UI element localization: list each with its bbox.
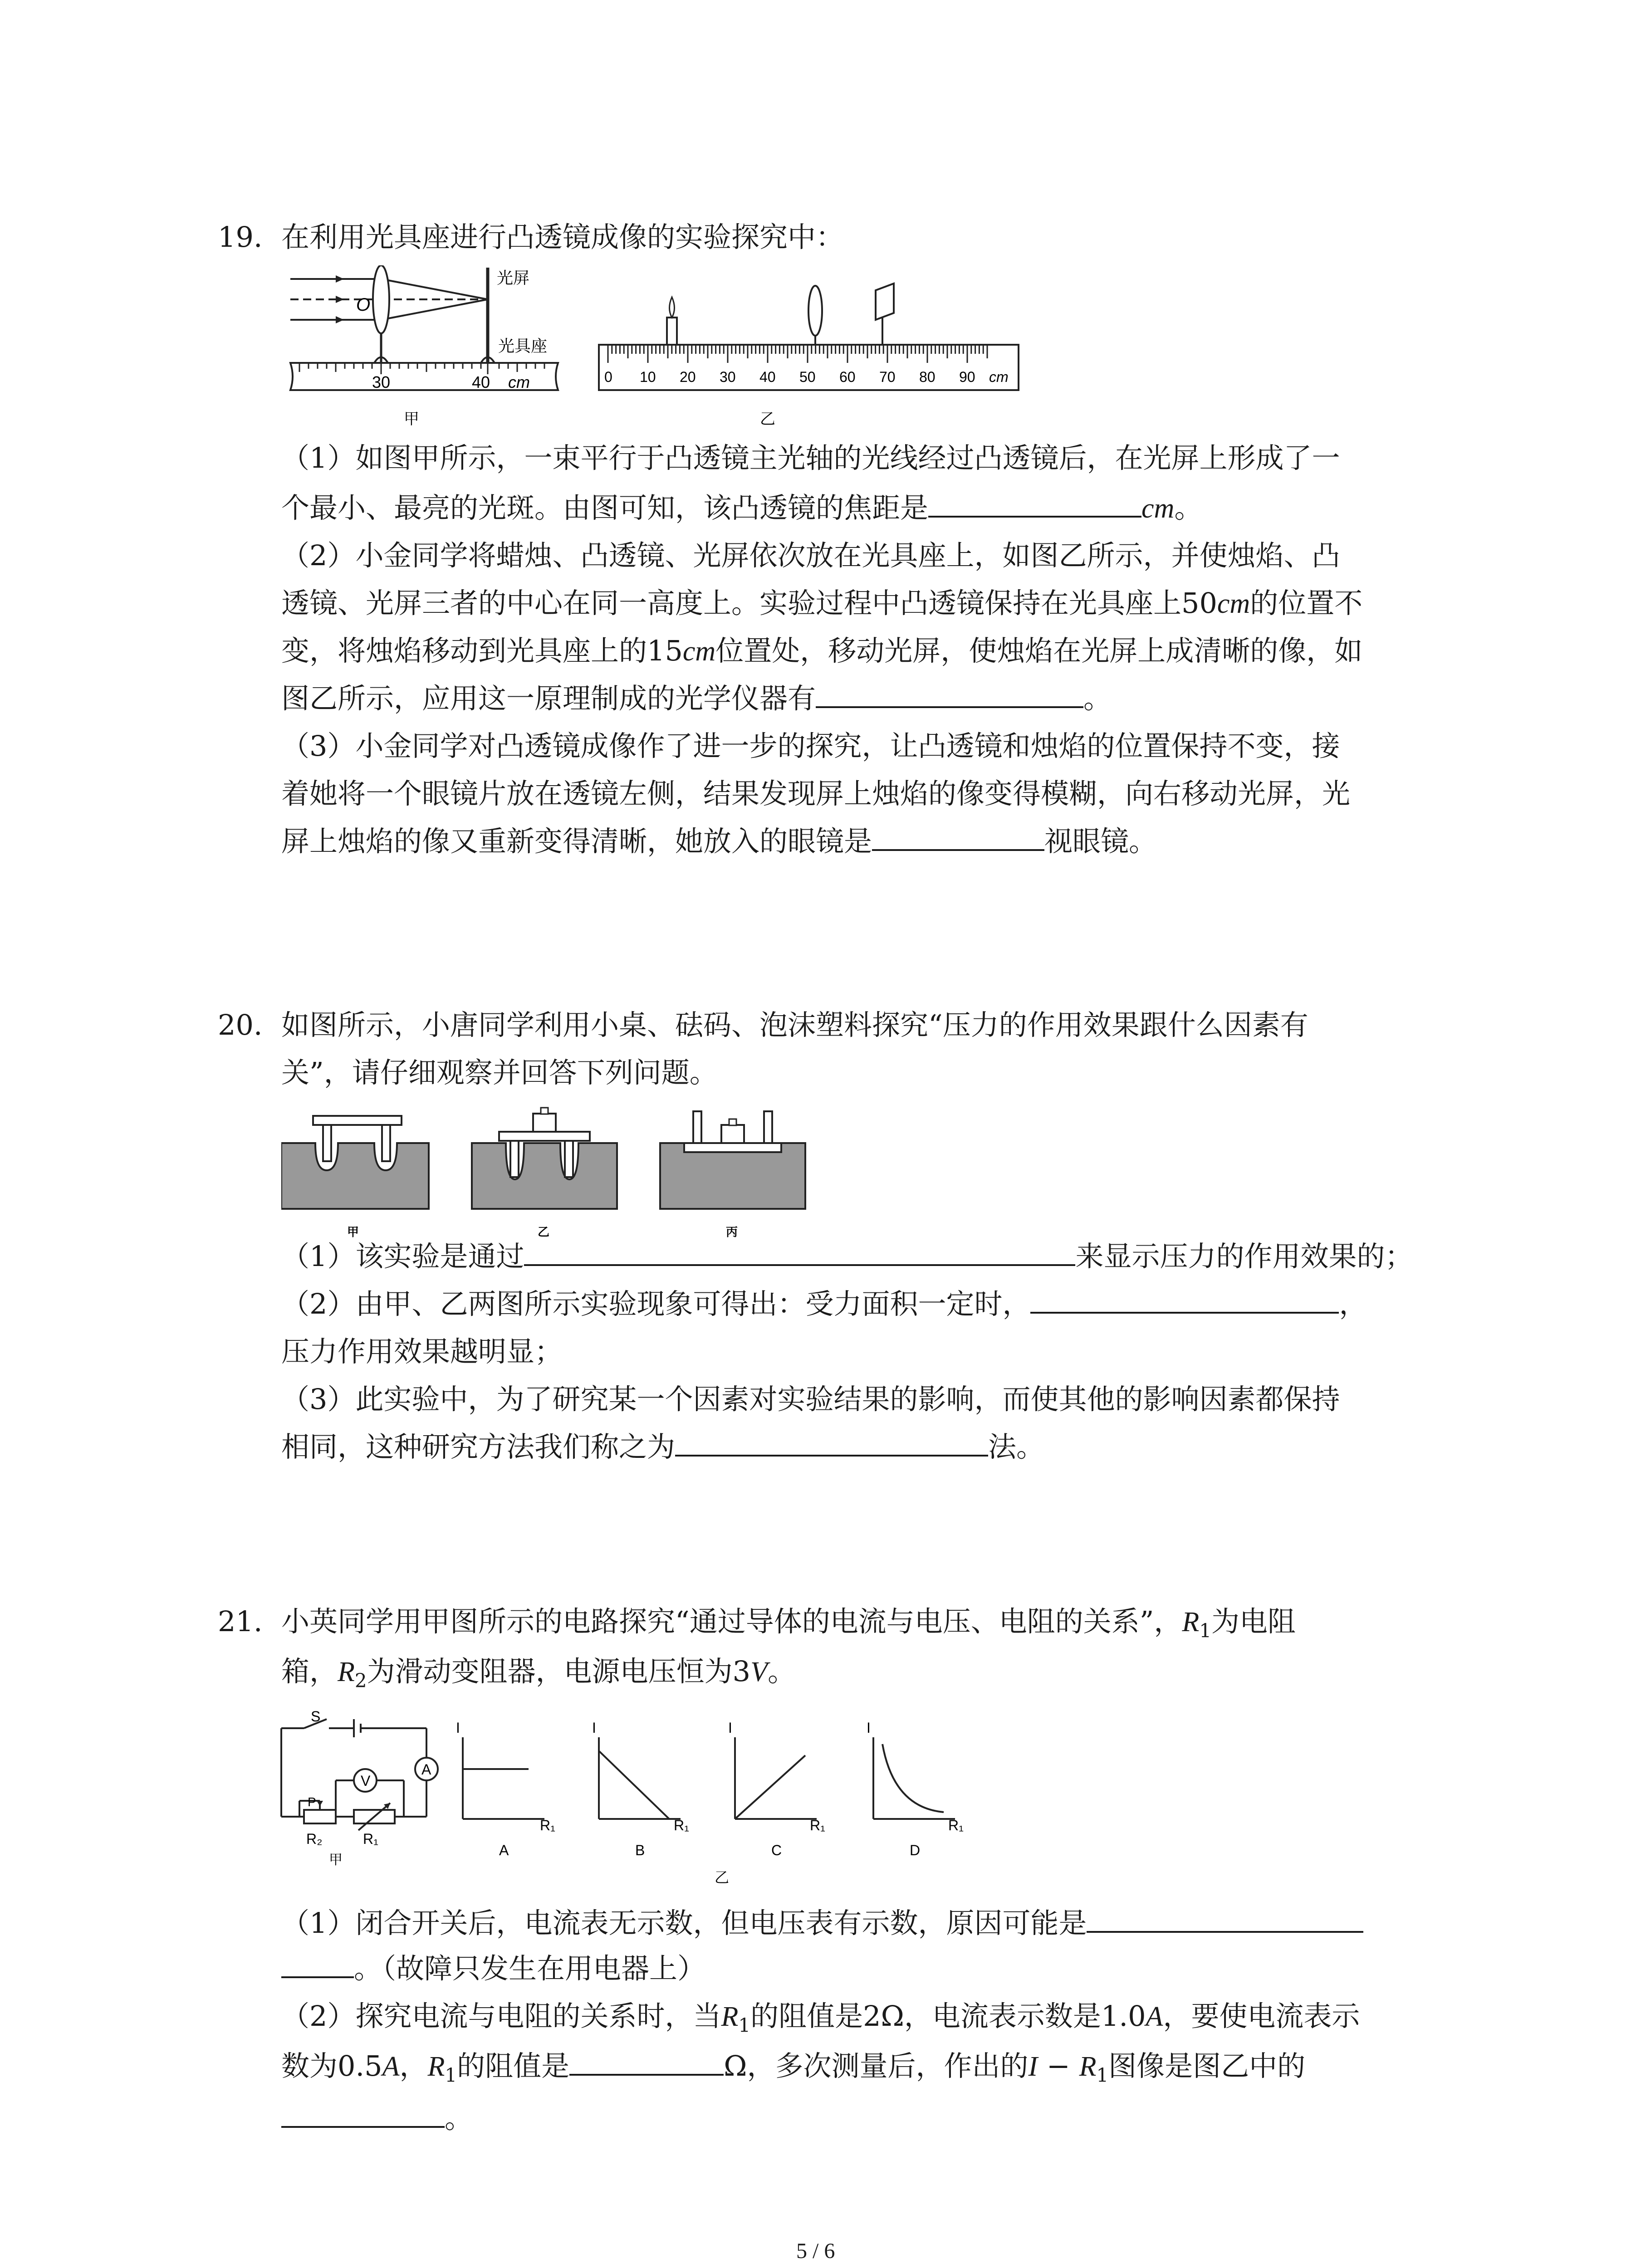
q20-number: 20.	[218, 1008, 263, 1041]
svg-text:R₁: R₁	[540, 1817, 555, 1833]
q21-stem-line1: 小英同学用甲图所示的电路探究“通过导体的电流与电压、电阻的关系”，$R_1$为电阻	[281, 1605, 1296, 1642]
q21-circuit-ammeter-label: A	[421, 1761, 431, 1778]
q19-figure-jia	[281, 265, 572, 433]
q20-caption-yi: 乙	[538, 1225, 550, 1239]
q19-figure-yi	[594, 272, 1025, 435]
q19-jia-bench-label: 光具座	[498, 337, 548, 355]
q21-graph-label-a: A	[499, 1842, 509, 1858]
q21-part1-line2: 。（故障只发生在用电器上）	[281, 1948, 705, 1989]
q20-part3-line2: 相同，这种研究方法我们称之为 法。	[281, 1427, 1044, 1467]
q21-circuit-figure	[277, 1710, 449, 1882]
q21-part2-line1: （2）探究电流与电阻的关系时，当$R_1$的阻值是2Ω，电流表示数是1.0A，要使电流表示	[281, 1999, 1360, 2037]
q19-part3-line2: 着她将一个眼镜片放在透镜左侧，结果发现屏上烛焰的像变得模糊，向右移动光屏，光	[281, 777, 1351, 810]
q21-graph-label-c: C	[771, 1842, 782, 1858]
q20-figure-jia	[281, 1116, 429, 1209]
q19-jia-screen-label: 光屏	[497, 269, 530, 287]
q21-graph-label-b: B	[635, 1842, 645, 1858]
q21-part1-line1: （1）闭合开关后，电流表无示数，但电压表有示数，原因可能是	[281, 1903, 1363, 1944]
svg-text:60: 60	[839, 369, 856, 385]
q19-part2-line3: 变，将烛焰移动到光具座上的15cm位置处，移动光屏，使烛焰在光屏上成清晰的像，如	[281, 634, 1363, 667]
q20-caption-jia: 甲	[347, 1225, 359, 1239]
q20-blank-research-method[interactable]	[675, 1427, 988, 1457]
q21-circuit-voltmeter-label: V	[361, 1773, 371, 1789]
q21-circuit-caption: 甲	[329, 1853, 343, 1867]
q21-blank-graph-choice[interactable]	[281, 2098, 445, 2128]
q21-blank-resistance[interactable]	[569, 2046, 724, 2076]
svg-text:30: 30	[720, 369, 736, 385]
q19-blank-glasses-type[interactable]	[872, 821, 1044, 851]
q19-stem: 在利用光具座进行凸透镜成像的实验探究中：	[281, 220, 844, 254]
q21-blank-fault-reason[interactable]	[1087, 1903, 1363, 1933]
svg-text:R₁: R₁	[674, 1817, 689, 1833]
q19-part2-line1: （2）小金同学将蜡烛、凸透镜、光屏依次放在光具座上，如图乙所示，并使烛焰、凸	[281, 539, 1340, 572]
q21-graph-label-d: D	[910, 1842, 921, 1858]
svg-text:50: 50	[799, 369, 816, 385]
q20-part2-line1: （2）由甲、乙两图所示实验现象可得出：受力面积一定时， ，	[281, 1284, 1367, 1325]
q20-stem-line2: 关”，请仔细观察并回答下列问题。	[281, 1056, 718, 1089]
q20-part3-line1: （3）此实验中，为了研究某一个因素对实验结果的影响，而使其他的影响因素都保持	[281, 1383, 1340, 1416]
q21-circuit-slider-label: P	[308, 1795, 316, 1809]
q19-part1-line2: 个最小、最亮的光斑。由图可知，该凸透镜的焦距是 cm。	[281, 488, 1202, 529]
q20-blank-method[interactable]	[524, 1236, 1075, 1266]
q19-part2-line4: 图乙所示，应用这一原理制成的光学仪器有 。	[281, 678, 1112, 719]
q21-circuit-r2-label: R₂	[306, 1831, 323, 1847]
q21-graphs-figure	[454, 1715, 1007, 1887]
q21-part2-line3: 。	[281, 2098, 473, 2139]
svg-text:I: I	[456, 1720, 460, 1736]
q20-part2-line2: 压力作用效果越明显；	[281, 1335, 563, 1368]
q21-graphs-caption: 乙	[715, 1869, 730, 1886]
svg-text:R₁: R₁	[948, 1817, 964, 1833]
svg-text:90: 90	[959, 369, 975, 385]
svg-text:I: I	[867, 1720, 871, 1736]
q19-blank-optical-instrument[interactable]	[816, 678, 1083, 708]
q19-number: 19.	[218, 220, 263, 254]
svg-text:I: I	[592, 1720, 596, 1736]
q20-stem-line1: 如图所示，小唐同学利用小桌、砝码、泡沫塑料探究“压力的作用效果跟什么因素有	[281, 1008, 1308, 1041]
q19-part3-line1: （3）小金同学对凸透镜成像作了进一步的探究，让凸透镜和烛焰的位置保持不变，接	[281, 729, 1340, 763]
svg-text:40: 40	[759, 369, 776, 385]
q20-figure-bing	[660, 1111, 805, 1209]
q19-jia-tick-40: 40	[472, 373, 490, 391]
q20-figure-yi	[472, 1108, 617, 1209]
svg-text:I: I	[728, 1720, 732, 1736]
q20-figure	[281, 1107, 835, 1243]
q21-stem-line2: 箱，$R_2$为滑动变阻器，电源电压恒为3V。	[281, 1655, 796, 1692]
q21-blank-fault-reason-cont[interactable]	[281, 1948, 354, 1978]
q19-part1-line1: （1）如图甲所示，一束平行于凸透镜主光轴的光线经过凸透镜后，在光屏上形成了一	[281, 441, 1340, 474]
q21-number: 21.	[218, 1605, 263, 1638]
q19-part3-line3: 屏上烛焰的像又重新变得清晰，她放入的眼镜是 视眼镜。	[281, 821, 1157, 862]
q19-part2-line2: 透镜、光屏三者的中心在同一高度上。实验过程中凸透镜保持在光具座上50cm的位置不	[281, 587, 1363, 620]
q19-part1-unit: cm	[1141, 493, 1175, 524]
q21-circuit-r1-label: R₁	[363, 1831, 378, 1847]
q19-blank-focal-length[interactable]	[928, 488, 1141, 518]
q20-part1: （1）该实验是通过 来显示压力的作用效果的；	[281, 1236, 1413, 1277]
q19-jia-caption: 甲	[404, 411, 419, 428]
svg-text:0: 0	[604, 369, 612, 385]
q19-jia-unit: cm	[508, 373, 530, 391]
q21-circuit-switch-label: S	[311, 1710, 321, 1725]
svg-text:R₁: R₁	[810, 1817, 825, 1833]
q19-yi-caption: 乙	[760, 411, 775, 428]
svg-text:70: 70	[879, 369, 896, 385]
svg-text:80: 80	[919, 369, 936, 385]
svg-text:10: 10	[640, 369, 656, 385]
svg-text:20: 20	[680, 369, 696, 385]
page-number: 5 / 6	[796, 2239, 835, 2263]
q20-caption-bing: 丙	[726, 1225, 738, 1239]
q19-jia-tick-30: 30	[372, 373, 391, 391]
svg-text:cm: cm	[989, 369, 1009, 385]
q20-blank-conclusion[interactable]	[1030, 1284, 1339, 1314]
q19-part1-text: 个最小、最亮的光斑。由图可知，该凸透镜的焦距是	[281, 491, 929, 524]
q19-jia-o-label: O	[356, 295, 371, 315]
q21-part2-line2: 数为0.5A，$R_1$的阻值是 Ω，多次测量后，作出的$I - R_1$图像是图乙中的	[281, 2046, 1305, 2096]
